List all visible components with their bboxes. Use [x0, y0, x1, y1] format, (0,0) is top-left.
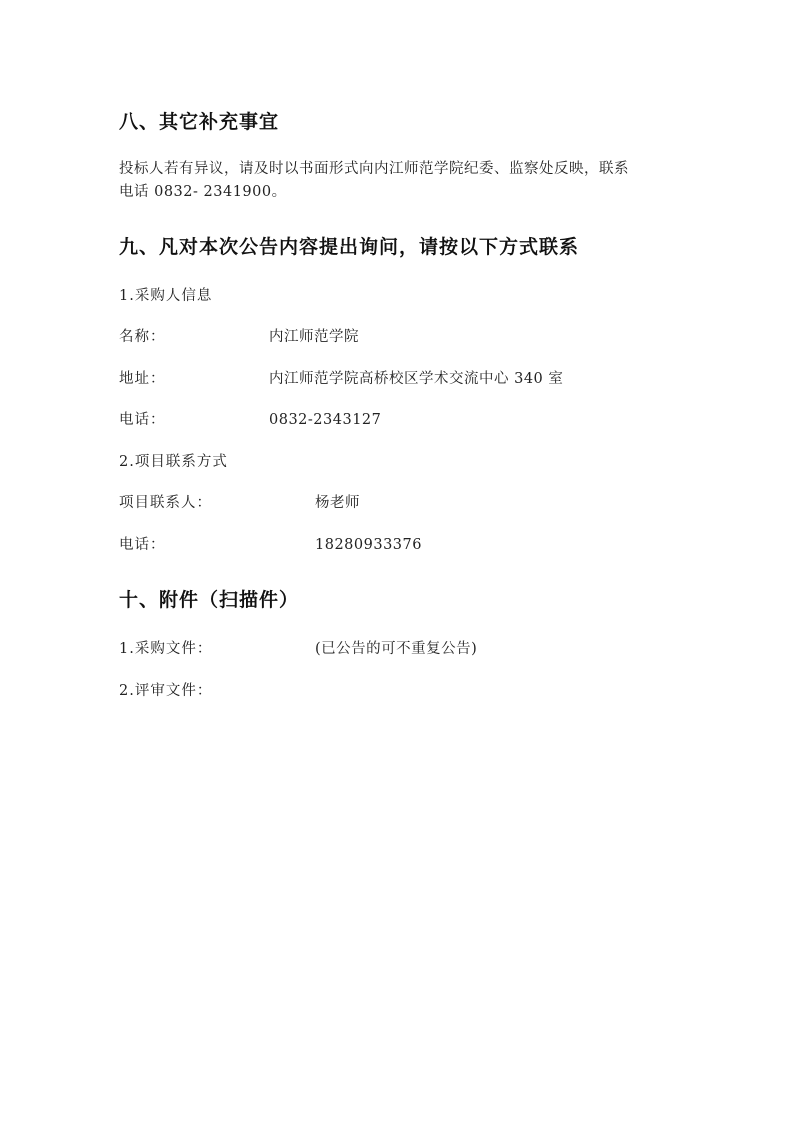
section-8-heading: 八、其它补充事宜	[119, 111, 280, 133]
purchaser-name-value: 内江师范学院	[269, 329, 359, 345]
project-contact-value: 杨老师	[315, 495, 360, 511]
attachment-1-label: 1.采购文件：	[119, 641, 213, 657]
purchaser-phone-label: 电话：	[119, 412, 166, 428]
purchaser-address-label: 地址：	[119, 371, 166, 387]
purchaser-name-label: 名称：	[119, 329, 166, 345]
purchaser-phone-value: 0832-2343127	[269, 412, 382, 428]
section-10-heading: 十、附件（扫描件）	[119, 589, 300, 611]
attachment-2-label: 2.评审文件：	[119, 683, 213, 699]
project-contact-title: 2.项目联系方式	[119, 454, 228, 470]
purchaser-address-value: 内江师范学院高桥校区学术交流中心 340 室	[269, 371, 564, 387]
project-contact-label: 项目联系人：	[119, 495, 212, 511]
section-8-body	[119, 158, 667, 204]
project-phone-label: 电话：	[119, 537, 166, 553]
purchaser-info-title: 1.采购人信息	[119, 288, 213, 304]
section-8-body-line-1: 投标人若有异议，请及时以书面形式向内江师范学院纪委、监察处反映，联系	[119, 161, 629, 177]
attachment-1-note: (已公告的可不重复公告)	[315, 641, 478, 657]
section-9-heading: 九、凡对本次公告内容提出询问，请按以下方式联系	[119, 236, 580, 258]
section-8-body-line-2: 电话 0832- 2341900。	[119, 184, 287, 200]
project-phone-value: 18280933376	[315, 537, 422, 553]
